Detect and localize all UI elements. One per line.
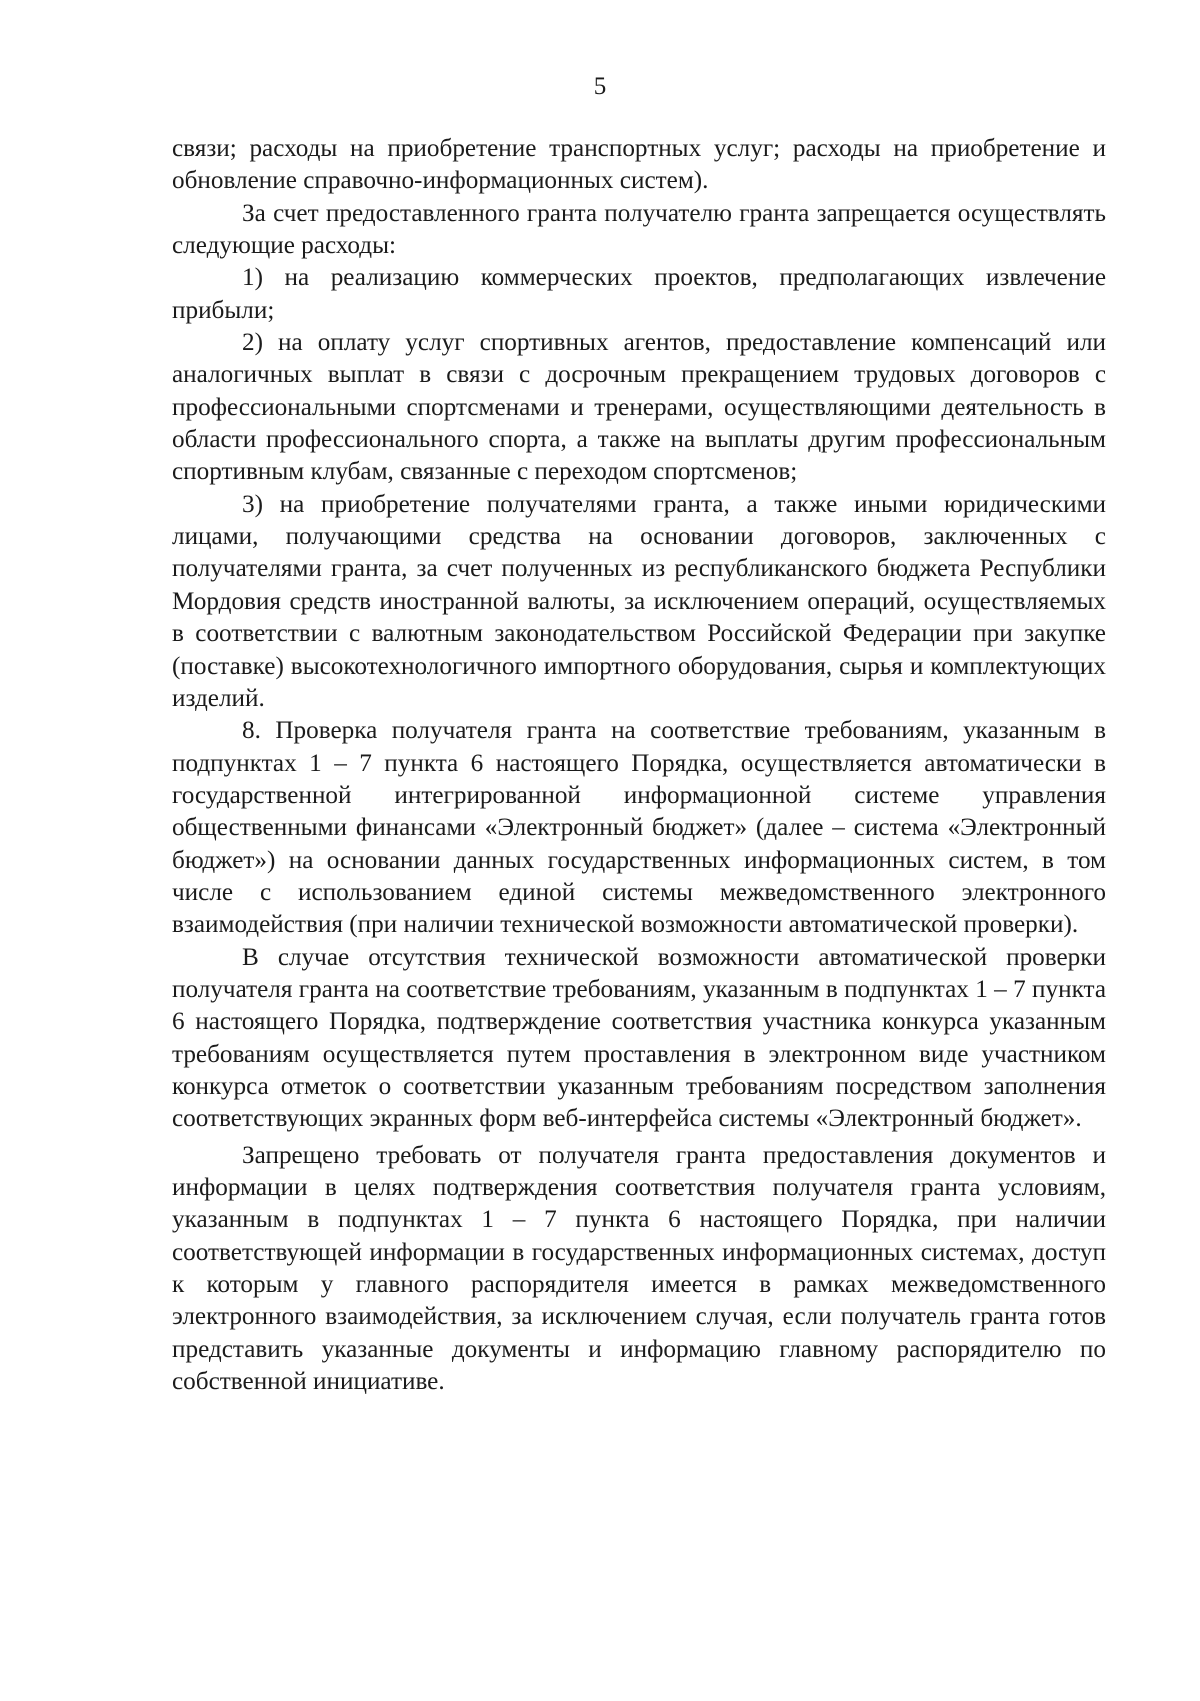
- page-number: 5: [593, 73, 607, 100]
- list-item-3: 3) на приобретение получателями гранта, а также иными юридическими лицами, получающими средства на основании договоров, заключенных с получателями гранта, за счет полученных из республиканского бюджета Республики Мордовия средств иностранной валюты, за исключением операций, осуществляемых в соответствии с валютным законодательством Российской Федерации при закупке (поставке) высокотехнологичного импортного оборудования, сырья и комплектующих изделий.: [172, 490, 1106, 712]
- list-item-1: 1) на реализацию коммерческих проектов, предполагающих извлечение прибыли;: [172, 264, 1106, 324]
- list-item-2: 2) на оплату услуг спортивных агентов, предоставление компенсаций или аналогичных выплат в связи с досрочным прекращением трудовых договоров с профессиональными спортсменами и тренерами, осуществляющими деятельность в области профессионального спорта, а также на выплаты другим профессиональным спортивным клубам, связанные с переходом спортсменов;: [172, 329, 1106, 486]
- paragraph-continuation: связи; расходы на приобретение транспортных услуг; расходы на приобретение и обновление справочно-информационных систем).: [172, 135, 1106, 195]
- document-body: [172, 133, 1106, 1398]
- paragraph-prohibited-expenses-intro: За счет предоставленного гранта получателю гранта запрещается осуществлять следующие расходы:: [172, 199, 1106, 260]
- paragraph-prohibition: Запрещено требовать от получателя гранта предоставления документов и информации в целях подтверждения соответствия получателя гранта условиям, указанным в подпунктах 1 – 7 пункта 6 настоящего Порядка, при наличии соответствующей информации в государственных информационных системах, доступ к которым у главного распорядителя имеется в рамках межведомственного электронного взаимодействия, за исключением случая, если получатель гранта готов представить указанные документы и информацию главному распорядителю по собственной инициативе.: [172, 1141, 1106, 1396]
- paragraph-manual-check: В случае отсутствия технической возможности автоматической проверки получателя гранта на соответствие требованиям, указанным в подпунктах 1 – 7 пункта 6 настоящего Порядка, подтверждение соответствия участника конкурса указанным требованиям осуществляется путем проставления в электронном виде участником конкурса отметок о соответствии указанным требованиям посредством заполнения соответствующих экранных форм веб-интерфейса системы «Электронный бюджет».: [172, 943, 1106, 1133]
- paragraph-clause-8: 8. Проверка получателя гранта на соответствие требованиям, указанным в подпунктах 1 – 7 пункта 6 настоящего Порядка, осуществляется автоматически в государственной интегрированной информационной системе управления общественными финансами «Электронный бюджет» (далее – система «Электронный бюджет») на основании данных государственных информационных систем, в том числе с использованием единой системы межведомственного электронного взаимодействия (при наличии технической возможности автоматической проверки).: [172, 717, 1106, 939]
